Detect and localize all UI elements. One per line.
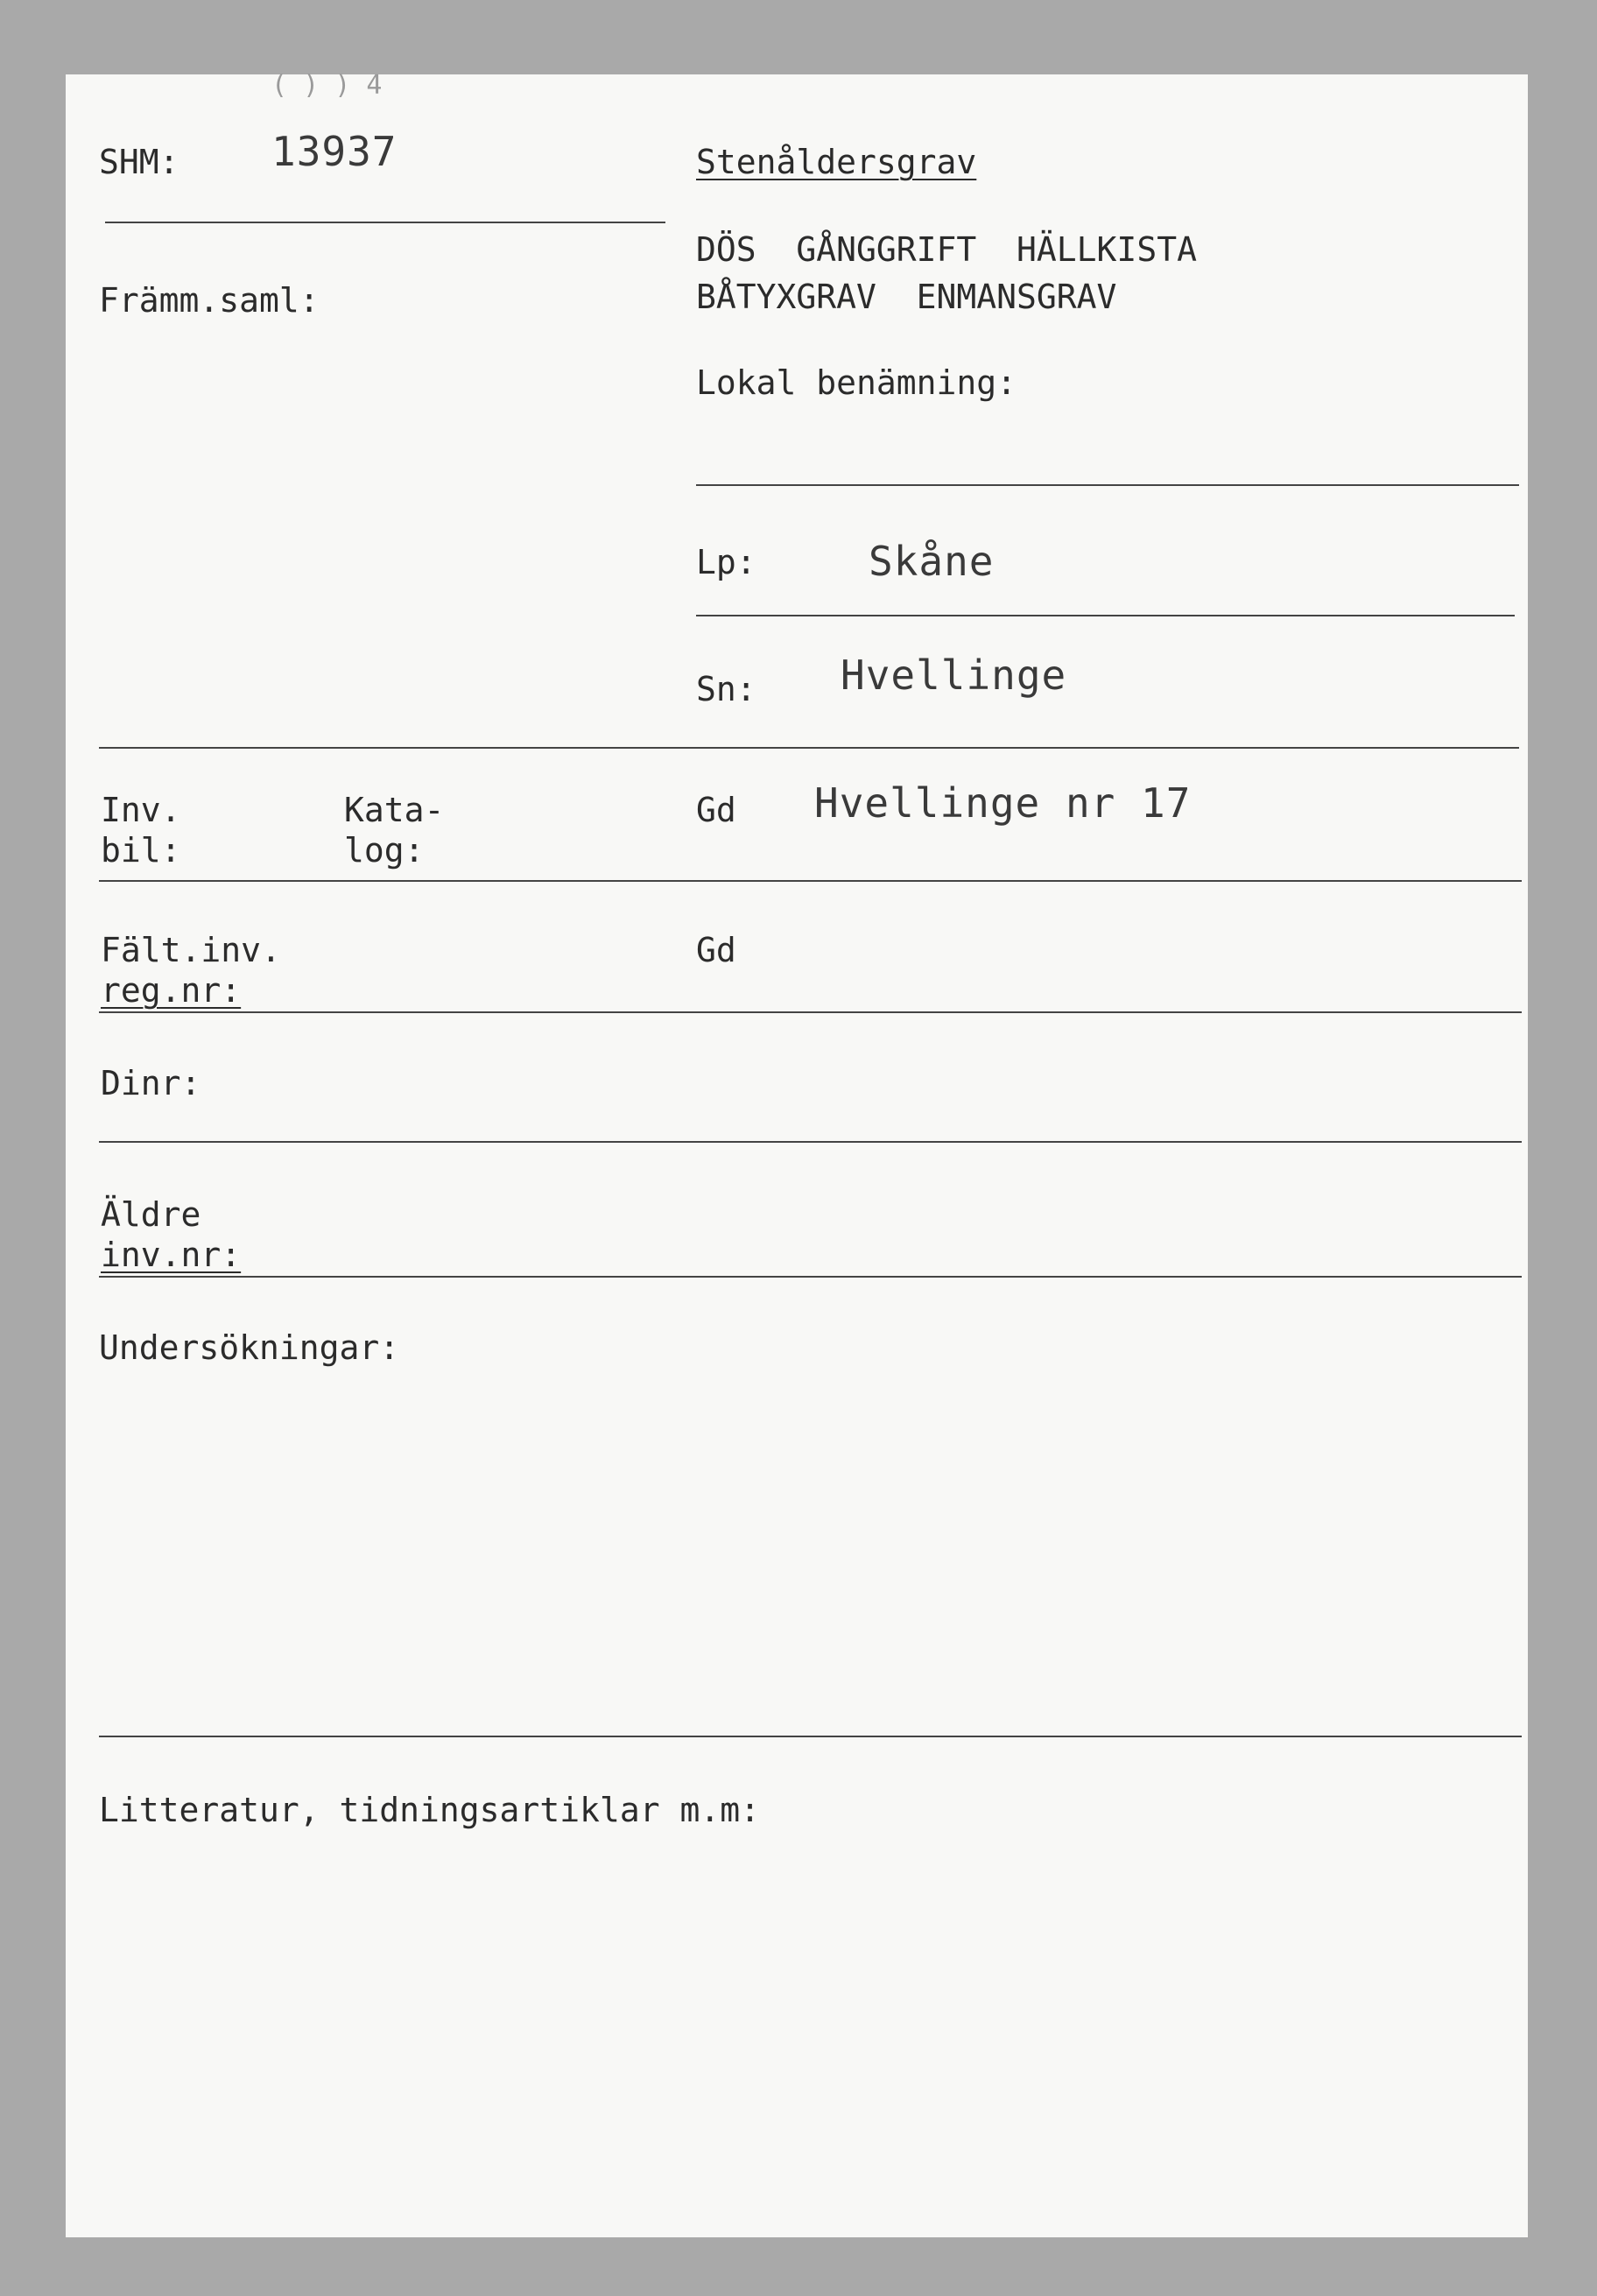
divider-sn <box>99 747 1519 749</box>
grave-types-line2: BÅTYXGRAV ENMANSGRAV <box>696 278 1117 316</box>
gd-value-1: Hvellinge nr 17 <box>814 779 1192 827</box>
litteratur-label: Litteratur, tidningsartiklar m.m: <box>99 1791 760 1829</box>
divider-falt <box>99 1011 1522 1013</box>
aldre-label-1: Äldre <box>101 1195 201 1234</box>
divider-undersokningar <box>99 1736 1522 1737</box>
framm-saml-label: Främm.saml: <box>99 281 320 320</box>
undersokningar-label: Undersökningar: <box>99 1328 400 1367</box>
lp-value: Skåne <box>869 538 995 585</box>
grave-types-line1: DÖS GÅNGGRIFT HÄLLKISTA <box>696 230 1197 269</box>
sn-value: Hvellinge <box>841 651 1067 699</box>
shm-label: SHM: <box>99 143 179 181</box>
inv-label-2: bil: <box>101 831 181 870</box>
gd-label-1: Gd <box>696 791 736 829</box>
falt-inv-label-2: reg.nr: <box>101 971 242 1010</box>
dinr-label: Dinr: <box>101 1064 201 1102</box>
divider-inv <box>99 880 1522 882</box>
divider-aldre <box>99 1276 1522 1278</box>
catalog-card <box>66 70 1528 2237</box>
divider-lokal <box>696 484 1519 486</box>
aldre-label-2: inv.nr: <box>101 1236 242 1274</box>
lp-label: Lp: <box>696 543 756 581</box>
katalog-label-1: Kata- <box>344 791 445 829</box>
divider-dinr <box>99 1141 1522 1143</box>
inv-label-1: Inv. <box>101 791 181 829</box>
gd-label-2: Gd <box>696 931 736 969</box>
card-title: Stenåldersgrav <box>696 143 977 181</box>
divider-shm <box>105 222 665 223</box>
pencil-note: ( ) ) 4 <box>271 70 383 101</box>
katalog-label-2: log: <box>344 831 425 870</box>
divider-lp <box>696 615 1515 616</box>
sn-label: Sn: <box>696 670 756 708</box>
shm-number: 13937 <box>271 128 397 175</box>
lokal-benamning-label: Lokal benämning: <box>696 363 1017 402</box>
falt-inv-label-1: Fält.inv. <box>101 931 281 969</box>
